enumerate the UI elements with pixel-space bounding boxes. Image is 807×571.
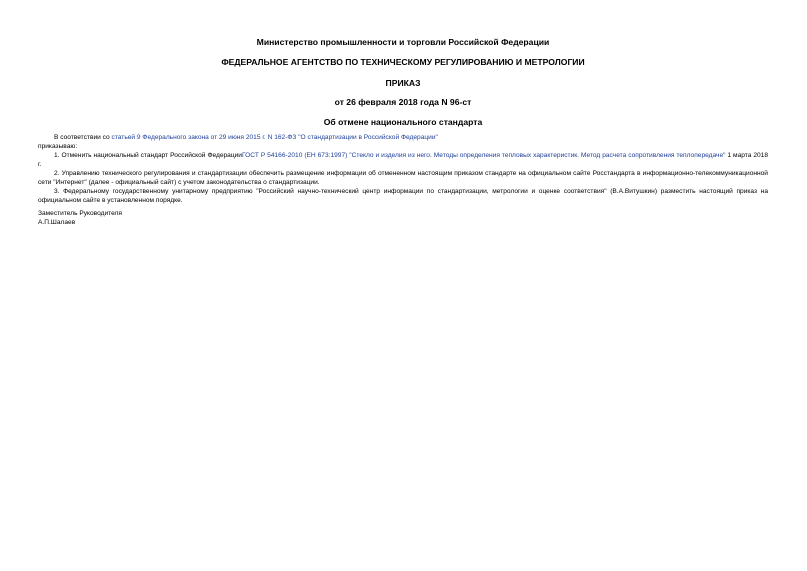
item-1 (38, 151, 768, 169)
order-title: Об отмене национального стандарта (323, 117, 483, 127)
item-3: 3. Федеральному государственному унитарному предприятию "Российский научно-технический центр информации по стандартизации, метрологии и оценке соответствия" (В.А.Витушкин) разместить настоящий приказ на официальном сайте в установленном порядке. (38, 188, 768, 204)
preamble (38, 133, 768, 142)
ministry-name: Министерство промышленности и торговли Российской Федерации (256, 37, 550, 47)
federal-law-link[interactable]: статьей 9 Федерального закона от 29 июня 2015 г. N 162-ФЗ "О стандартизации в Российской Федерации" (111, 134, 438, 141)
signature-name: А.П.Шалаев (38, 219, 76, 226)
gost-standard-link[interactable]: ГОСТ Р 54166-2010 (ЕН 673:1997) "Стекло и изделия из него. Методы определения тепловых характеристик. Метод расчета сопротивления теплопередаче" (241, 152, 726, 159)
item-1-suffix: 1 марта 2018 г. (38, 152, 769, 168)
item-1-prefix: 1. Отменить национальный стандарт Российской Федерации (54, 152, 242, 159)
order-date: от 26 февраля 2018 года N 96-ст (334, 97, 472, 107)
agency-name: ФЕДЕРАЛЬНОЕ АГЕНТСТВО ПО ТЕХНИЧЕСКОМУ РЕГУЛИРОВАНИЮ И МЕТРОЛОГИИ (221, 57, 585, 67)
item-2: 2. Управлению технического регулирования и стандартизации обеспечить размещение информации об отмененном настоящим приказом стандарте на официальном сайте Росстандарта в информационно-телекоммуникационной сети "Интернет" (далее - официальный сайт) с учетом законодательства о стандартизации. (38, 170, 768, 186)
order-word: приказываю: (38, 143, 78, 150)
order-body (38, 133, 768, 227)
preamble-prefix: В соответствии со (54, 134, 112, 141)
order-type: ПРИКАЗ (385, 78, 421, 88)
signature-position: Заместитель Руководителя (38, 210, 122, 217)
